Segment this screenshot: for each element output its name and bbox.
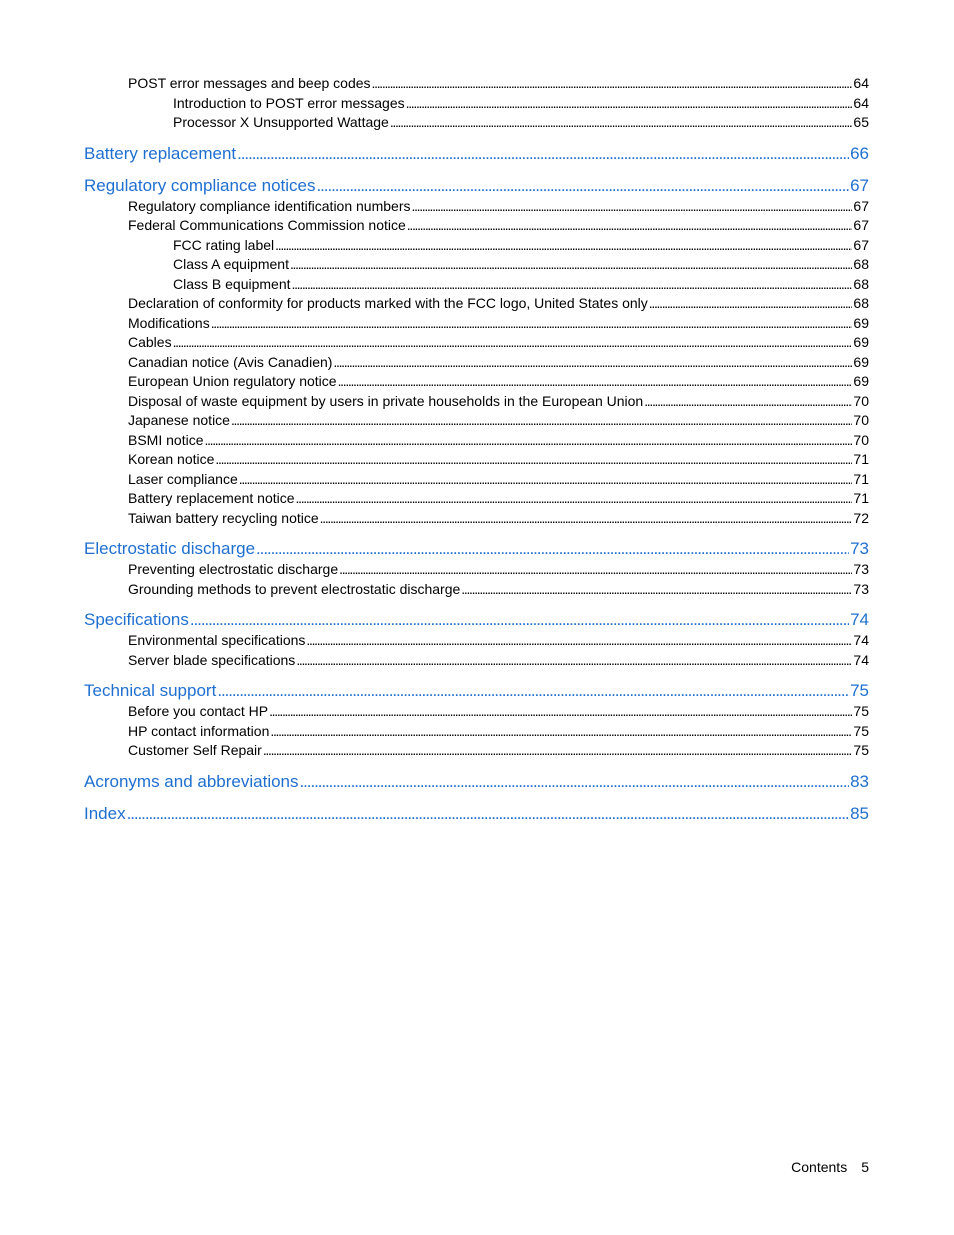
toc-dot-leader <box>269 702 852 722</box>
toc-subsection-link[interactable] <box>84 255 869 275</box>
toc-entry-page: 69 <box>853 314 869 331</box>
toc-dot-leader <box>190 609 849 631</box>
toc-dot-leader <box>339 560 852 580</box>
toc-dot-leader <box>263 741 853 761</box>
toc-entry-title: Customer Self Repair <box>128 742 262 758</box>
toc-entry-page: 68 <box>853 275 869 292</box>
toc-section-link[interactable] <box>84 74 869 94</box>
toc-chapter-link[interactable] <box>84 771 869 793</box>
toc-entry-page: 74 <box>853 632 869 648</box>
toc-entry-page: 70 <box>853 392 869 409</box>
toc-entry-page: 74 <box>853 651 869 668</box>
toc-dot-leader <box>317 175 850 197</box>
toc-dot-leader <box>407 216 853 236</box>
toc-entry-title: Acronyms and abbreviations <box>84 771 299 791</box>
toc-entry-page: 65 <box>853 114 869 130</box>
toc-dot-leader <box>644 392 852 412</box>
toc-entry-title: Preventing electrostatic discharge <box>128 561 339 577</box>
toc-entry-page: 67 <box>850 175 869 195</box>
toc-dot-leader <box>204 431 852 451</box>
toc-dot-leader <box>320 509 853 529</box>
toc-entry-title: Battery replacement notice <box>128 490 295 506</box>
toc-section-link[interactable] <box>84 450 869 470</box>
toc-section-link[interactable] <box>84 702 869 722</box>
toc-entry-page: 71 <box>853 470 869 487</box>
toc-entry-title: Specifications <box>84 610 189 629</box>
toc-subsection-link[interactable] <box>84 236 869 256</box>
toc-dot-leader <box>461 580 852 600</box>
toc-section-link[interactable] <box>84 580 869 600</box>
footer-page-number: 5 <box>861 1159 869 1175</box>
toc-entry-title: Federal Communications Commission notice <box>128 217 406 233</box>
toc-dot-leader <box>300 771 850 793</box>
toc-dot-leader <box>237 143 849 165</box>
toc-entry-page: 67 <box>853 197 869 214</box>
toc-entry-title: Introduction to POST error messages <box>173 94 405 111</box>
toc-entry-title: Server blade specifications <box>128 651 296 668</box>
table-of-contents <box>84 74 869 825</box>
toc-dot-leader <box>296 651 852 671</box>
toc-chapter-link[interactable] <box>84 538 869 560</box>
toc-entry-page: 64 <box>853 75 869 91</box>
toc-subsection-link[interactable] <box>84 275 869 295</box>
toc-entry-page: 74 <box>850 610 869 629</box>
toc-section-link[interactable] <box>84 431 869 451</box>
toc-chapter-link[interactable] <box>84 609 869 631</box>
toc-entry-title: Taiwan battery recycling notice <box>128 509 319 526</box>
toc-chapter-link[interactable] <box>84 143 869 165</box>
toc-chapter-link[interactable] <box>84 803 869 825</box>
toc-dot-leader <box>217 680 849 702</box>
toc-entry-title: Before you contact HP <box>128 703 269 719</box>
toc-dot-leader <box>270 722 852 742</box>
toc-entry-page: 69 <box>853 373 869 389</box>
toc-section-link[interactable] <box>84 294 869 314</box>
toc-entry-title: Processor X Unsupported Wattage <box>173 114 389 130</box>
toc-entry-page: 66 <box>850 143 869 163</box>
toc-entry-page: 73 <box>853 580 869 597</box>
toc-entry-title: Environmental specifications <box>128 632 306 648</box>
toc-dot-leader <box>275 236 852 256</box>
toc-entry-page: 69 <box>853 353 869 370</box>
toc-entry-page: 64 <box>853 94 869 111</box>
toc-entry-page: 67 <box>853 236 869 253</box>
toc-entry-page: 71 <box>853 451 869 467</box>
toc-section-link[interactable] <box>84 722 869 742</box>
toc-entry-page: 83 <box>850 771 869 791</box>
toc-dot-leader <box>338 372 853 392</box>
toc-section-link[interactable] <box>84 631 869 651</box>
toc-entry-title: Regulatory compliance identification numbers <box>128 197 411 214</box>
toc-entry-title: Disposal of waste equipment by users in private households in the European Union <box>128 392 644 409</box>
toc-entry-page: 68 <box>853 295 869 311</box>
toc-dot-leader <box>306 631 852 651</box>
toc-dot-leader <box>231 411 852 431</box>
toc-entry-page: 70 <box>853 431 869 448</box>
toc-dot-leader <box>372 74 853 94</box>
toc-dot-leader <box>215 450 852 470</box>
toc-section-link[interactable] <box>84 411 869 431</box>
toc-dot-leader <box>296 489 853 509</box>
toc-entry-title: Laser compliance <box>128 470 238 487</box>
toc-section-link[interactable] <box>84 197 869 217</box>
toc-entry-title: Technical support <box>84 681 217 700</box>
toc-entry-title: Declaration of conformity for products marked with the FCC logo, United States only <box>128 295 648 311</box>
toc-entry-page: 75 <box>853 703 869 719</box>
toc-dot-leader <box>173 333 853 353</box>
toc-section-link[interactable] <box>84 509 869 529</box>
toc-entry-page: 71 <box>853 490 869 506</box>
toc-section-link[interactable] <box>84 372 869 392</box>
toc-chapter-link[interactable] <box>84 175 869 197</box>
toc-dot-leader <box>290 255 852 275</box>
toc-section-link[interactable] <box>84 333 869 353</box>
toc-entry-title: POST error messages and beep codes <box>128 75 371 91</box>
toc-entry-title: FCC rating label <box>173 236 275 253</box>
toc-section-link[interactable] <box>84 560 869 580</box>
toc-entry-page: 75 <box>853 742 869 758</box>
toc-dot-leader <box>127 803 849 825</box>
toc-dot-leader <box>211 314 853 334</box>
toc-entry-page: 68 <box>853 256 869 272</box>
toc-entry-page: 72 <box>853 509 869 526</box>
toc-entry-page: 67 <box>853 217 869 233</box>
toc-dot-leader <box>411 197 852 217</box>
toc-entry-title: Class A equipment <box>173 256 289 272</box>
toc-entry-page: 75 <box>853 722 869 739</box>
toc-entry-title: Japanese notice <box>128 412 230 428</box>
toc-dot-leader <box>239 470 853 490</box>
toc-subsection-link[interactable] <box>84 94 869 114</box>
toc-entry-title: HP contact information <box>128 722 270 739</box>
toc-entry-title: Class B equipment <box>173 275 291 292</box>
toc-section-link[interactable] <box>84 470 869 490</box>
toc-section-link[interactable] <box>84 216 869 236</box>
toc-section-link[interactable] <box>84 489 869 509</box>
toc-chapter-link[interactable] <box>84 680 869 702</box>
toc-dot-leader <box>333 353 852 373</box>
toc-entry-page: 73 <box>850 539 869 558</box>
toc-dot-leader <box>406 94 853 114</box>
toc-entry-page: 69 <box>853 334 869 350</box>
toc-entry-page: 70 <box>853 412 869 428</box>
toc-dot-leader <box>292 275 853 295</box>
toc-section-link[interactable] <box>84 353 869 373</box>
page-footer <box>791 1158 869 1177</box>
toc-section-link[interactable] <box>84 314 869 334</box>
toc-entry-title: Battery replacement <box>84 143 237 163</box>
footer-section-label: Contents <box>791 1159 848 1175</box>
toc-section-link[interactable] <box>84 741 869 761</box>
toc-entry-title: Korean notice <box>128 451 215 467</box>
toc-entry-title: BSMI notice <box>128 431 204 448</box>
toc-entry-title: Grounding methods to prevent electrostatic discharge <box>128 580 461 597</box>
toc-dot-leader <box>256 538 849 560</box>
toc-entry-title: Canadian notice (Avis Canadien) <box>128 353 333 370</box>
toc-dot-leader <box>390 113 853 133</box>
toc-entry-title: Electrostatic discharge <box>84 539 256 558</box>
toc-entry-title: Modifications <box>128 314 210 331</box>
toc-section-link[interactable] <box>84 392 869 412</box>
toc-dot-leader <box>649 294 853 314</box>
toc-entry-title: Cables <box>128 334 172 350</box>
toc-entry-title: Regulatory compliance notices <box>84 175 316 195</box>
toc-section-link[interactable] <box>84 651 869 671</box>
toc-entry-page: 85 <box>850 803 869 823</box>
toc-subsection-link[interactable] <box>84 113 869 133</box>
toc-entry-title: Index <box>84 803 126 823</box>
toc-entry-title: European Union regulatory notice <box>128 373 337 389</box>
toc-entry-page: 73 <box>853 561 869 577</box>
toc-entry-page: 75 <box>850 681 869 700</box>
